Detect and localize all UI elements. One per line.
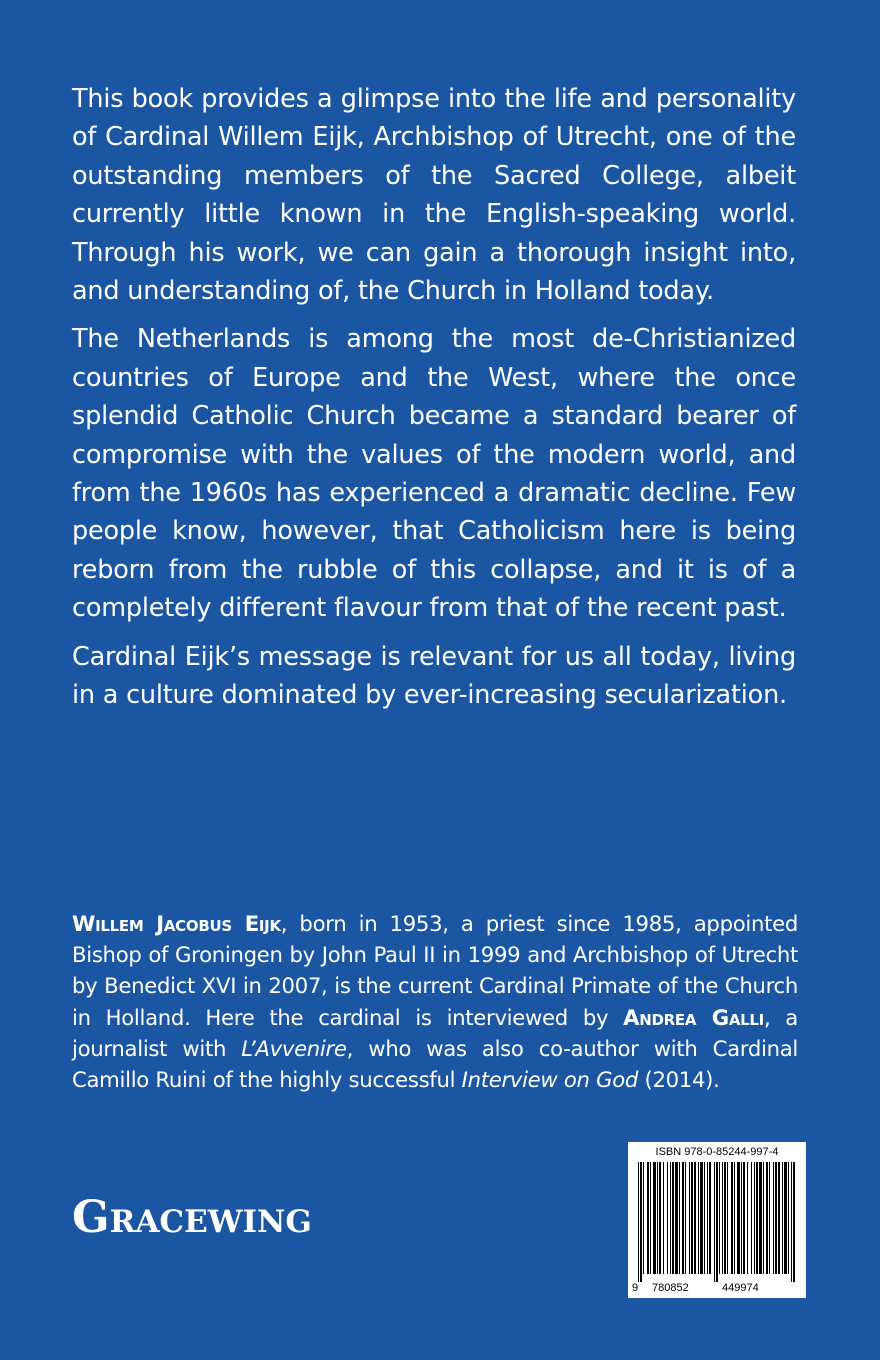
- barcode-bar: [640, 1162, 642, 1282]
- barcode-bar: [685, 1162, 686, 1274]
- barcode-bar: [647, 1162, 649, 1274]
- barcode-bar: [704, 1162, 705, 1274]
- barcode-bar: [737, 1162, 740, 1274]
- interviewer-name: Andrea Galli: [623, 1004, 764, 1030]
- barcode-bar: [670, 1162, 671, 1274]
- barcode-bar: [682, 1162, 684, 1274]
- barcode-bar: [689, 1162, 690, 1274]
- barcode-bar: [756, 1162, 758, 1274]
- barcode-bar: [734, 1162, 735, 1274]
- barcode-bar: [691, 1162, 693, 1274]
- barcode-bar: [773, 1162, 774, 1274]
- barcode-bar: [793, 1162, 795, 1282]
- barcode-bar: [784, 1162, 787, 1274]
- barcode-bar: [672, 1162, 674, 1274]
- barcode-bar: [763, 1162, 764, 1274]
- barcode-bar: [650, 1162, 651, 1274]
- barcode-bar: [788, 1162, 789, 1274]
- barcode-bar: [714, 1162, 715, 1282]
- publisher-logo: Gracewing: [72, 1192, 312, 1243]
- barcode-bar: [659, 1162, 661, 1274]
- barcode-bar: [759, 1162, 762, 1274]
- barcode-digits-right: 449974: [722, 1282, 759, 1294]
- barcode-bar: [754, 1162, 755, 1274]
- bio-text-4: (2014).: [638, 1067, 720, 1093]
- barcode-bar: [722, 1162, 723, 1274]
- barcode-bar: [719, 1162, 720, 1274]
- barcode-bar: [775, 1162, 777, 1274]
- barcode-bar: [751, 1162, 752, 1274]
- blurb-paragraph-2: The Netherlands is among the most de-Christianized countries of Europe and the West, where the once splendid Catholic Church became a standard bearer of compromise with the values of the modern world, and from the 1960s has experienced a dramatic decline. Few people know, however, that Catholicism here is being reborn from the rubble of this collapse, and it is of a completely different flavour from that of the recent past.: [72, 324, 796, 624]
- blurb-paragraph-3: Cardinal Eijk’s message is relevant for us all today, living in a culture dominated by ever-increasing secularization.: [72, 641, 796, 711]
- barcode-bar: [782, 1162, 783, 1274]
- barcode-bar: [657, 1162, 658, 1274]
- barcode-bar: [747, 1162, 748, 1274]
- barcode-bar: [778, 1162, 780, 1274]
- barcode-bar: [724, 1162, 726, 1274]
- barcode-bar: [698, 1162, 699, 1274]
- bio-text-1: , born in 1953, a priest since 1985, appointed Bishop of Groningen by John Paul II in 1999 and Archbishop of Utrecht by Benedict XVI in 2007, is the current Cardinal Primate of the Church in Holland. Here the cardinal is interviewed by: [72, 911, 798, 1030]
- barcode-bar: [709, 1162, 711, 1274]
- barcode-bar: [663, 1162, 664, 1274]
- barcode-bar: [791, 1162, 792, 1282]
- bio-text-3: , who was also co-author with Cardinal Camillo Ruini of the highly successful: [72, 1035, 798, 1093]
- barcode-bar: [653, 1162, 656, 1274]
- barcode-bar: [727, 1162, 728, 1274]
- blurb: [72, 80, 796, 725]
- barcode-bar: [700, 1162, 703, 1274]
- barcode-bar: [743, 1162, 745, 1274]
- author-name: Willem Jacobus Eijk: [72, 911, 281, 936]
- isbn-label: ISBN 978-0-85244-997-4: [655, 1146, 779, 1158]
- barcode-bar: [694, 1162, 696, 1274]
- barcode-bar: [769, 1162, 770, 1274]
- barcode-bar: [638, 1162, 639, 1282]
- barcode-digits-left: 780852: [652, 1282, 689, 1294]
- blurb-paragraph-1: This book provides a glimpse into the life and personality of Cardinal Willem Eijk, Archbishop of Utrecht, one of the outstanding members of the Sacred College, albeit currently little known in the English-speaking world. Through his work, we can gain a thorough insight into, and understanding of, the Church in Holland today.: [72, 84, 796, 307]
- barcode-bar: [667, 1162, 668, 1274]
- barcode-bar: [675, 1162, 678, 1274]
- newspaper-name: L’Avvenire: [241, 1035, 347, 1061]
- barcode-bar: [766, 1162, 768, 1274]
- barcode-bar: [679, 1162, 680, 1274]
- author-bio-text: [72, 908, 798, 1095]
- barcode-bar: [741, 1162, 742, 1274]
- barcode-bar: [643, 1162, 644, 1274]
- barcode-bar: [716, 1162, 718, 1282]
- barcode-bar: [707, 1162, 708, 1274]
- book-title: Interview on God: [461, 1067, 639, 1093]
- barcode-digit-first: 9: [632, 1282, 639, 1294]
- barcode: [628, 1142, 806, 1298]
- bio-text-2: , a journalist with: [72, 1004, 798, 1061]
- author-bio: [72, 908, 798, 1095]
- barcode-bars: [636, 1162, 798, 1282]
- barcode-bar: [731, 1162, 733, 1274]
